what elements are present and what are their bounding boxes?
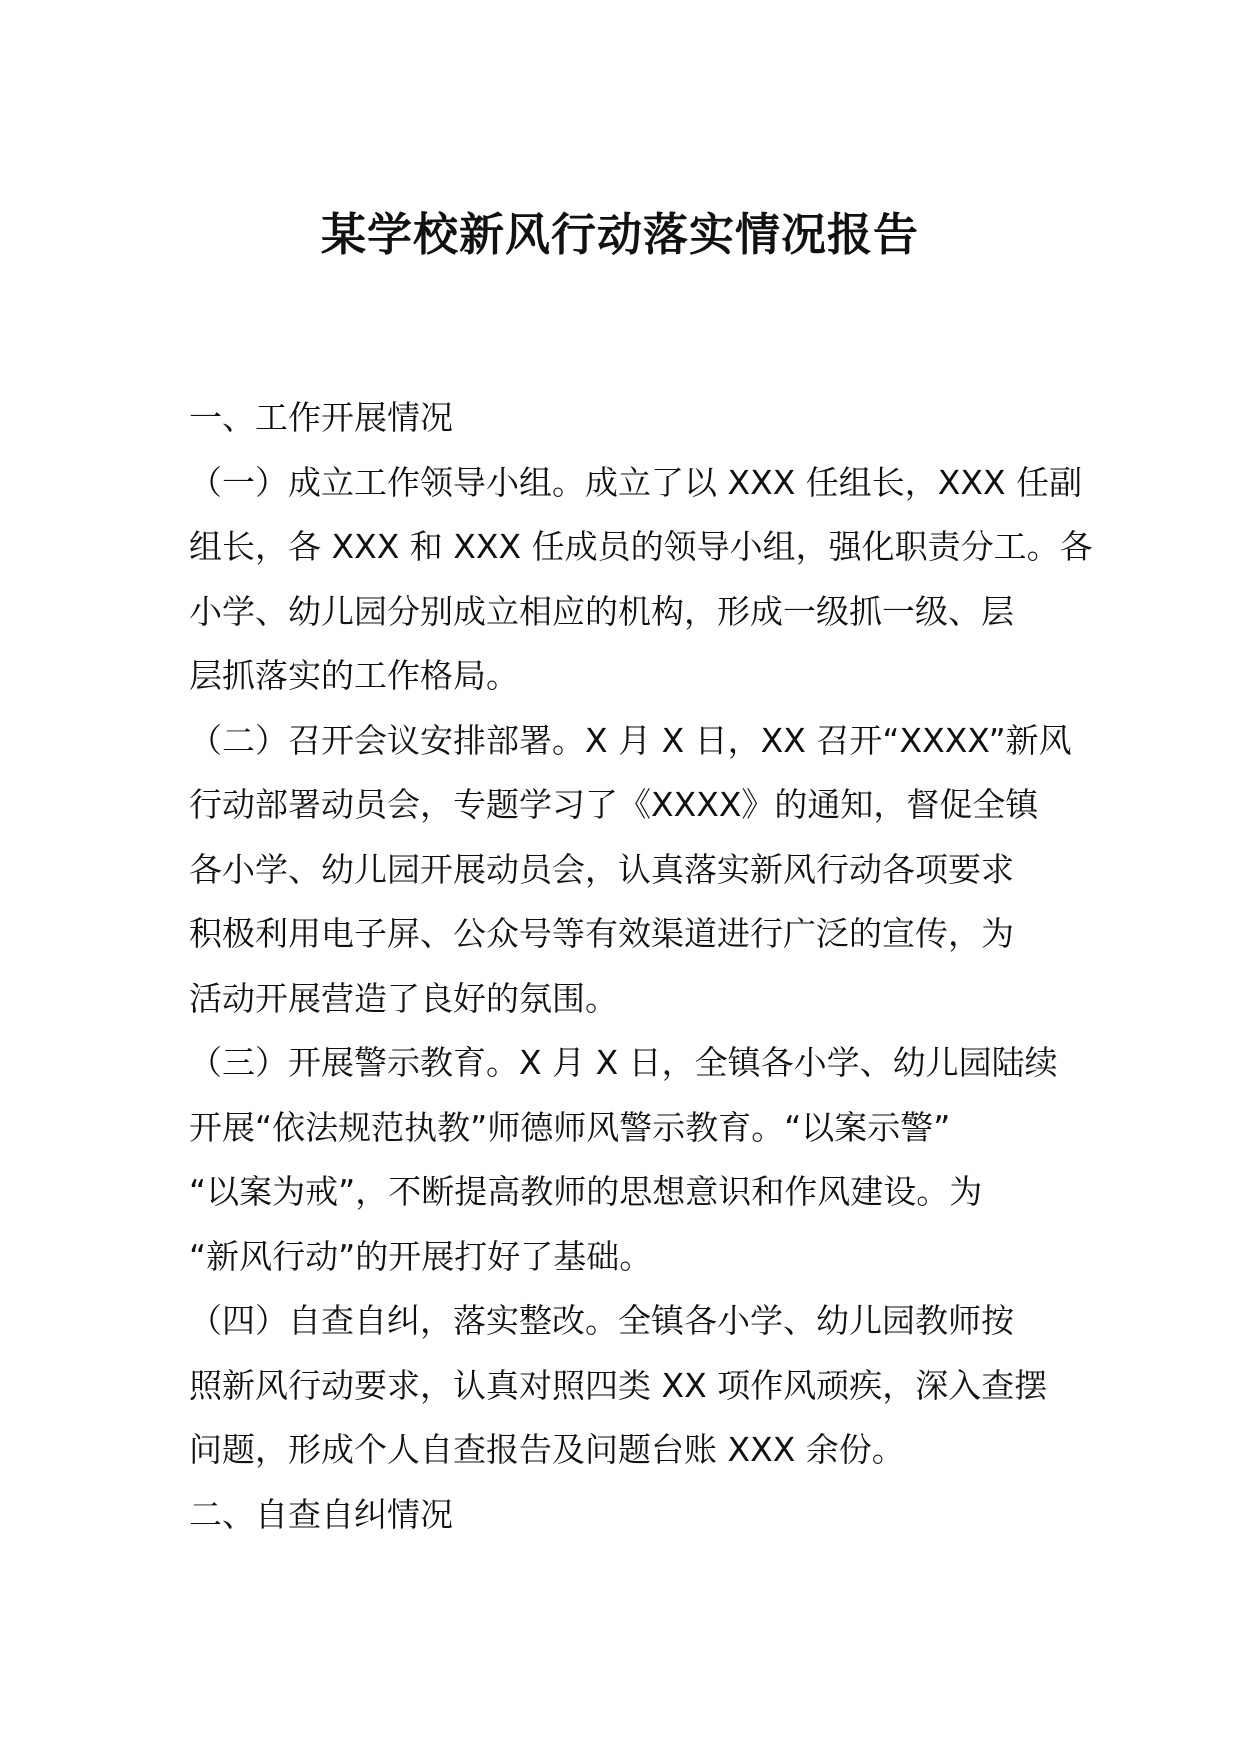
document-body <box>189 386 1093 1547</box>
paragraph-line: （四）自查自纠，落实整改。全镇各小学、幼儿园教师按 <box>189 1301 1014 1340</box>
paragraph-line: 各小学、幼儿园开展动员会，认真落实新风行动各项要求 <box>189 849 1014 889</box>
paragraph-line: 行动部署动员会，专题学习了《XXXX》的通知，督促全镇 <box>189 785 1039 824</box>
paragraph-line: （三）开展警示教育。X 月 X 日，全镇各小学、幼儿园陆续 <box>189 1043 1058 1082</box>
paragraph-line: “以案为戒”，不断提高教师的思想意识和作风建设。为 <box>189 1172 983 1211</box>
paragraph-line: 层抓落实的工作格局。 <box>189 656 519 695</box>
paragraph-line: 问题，形成个人自查报告及问题台账 XXX 余份。 <box>189 1430 905 1469</box>
section-heading-2: 二、自查自纠情况 <box>189 1494 453 1534</box>
paragraph-line: 照新风行动要求，认真对照四类 XX 项作风顽疾，深入查摆 <box>189 1365 1048 1405</box>
paragraph-line: “新风行动”的开展打好了基础。 <box>189 1236 653 1276</box>
paragraph-line: 活动开展营造了良好的氛围。 <box>189 978 618 1018</box>
document-title: 某学校新风行动落实情况报告 <box>320 208 919 261</box>
section-heading-1: 一、工作开展情况 <box>189 398 453 437</box>
paragraph-line: 组长，各 XXX 和 XXX 任成员的领导小组，强化职责分工。各 <box>189 527 1093 566</box>
paragraph-line: 小学、幼儿园分别成立相应的机构，形成一级抓一级、层 <box>189 591 1014 631</box>
paragraph-line: （一）成立工作领导小组。成立了以 XXX 任组长，XXX 任副 <box>189 462 1083 502</box>
paragraph-line: （二）召开会议安排部署。X 月 X 日，XX 召开“XXXX”新风 <box>189 720 1072 760</box>
paragraph-line: 积极利用电子屏、公众号等有效渠道进行广泛的宣传，为 <box>189 914 1014 953</box>
paragraph-line: 开展“依法规范执教”师德师风警示教育。“以案示警” <box>189 1107 951 1147</box>
